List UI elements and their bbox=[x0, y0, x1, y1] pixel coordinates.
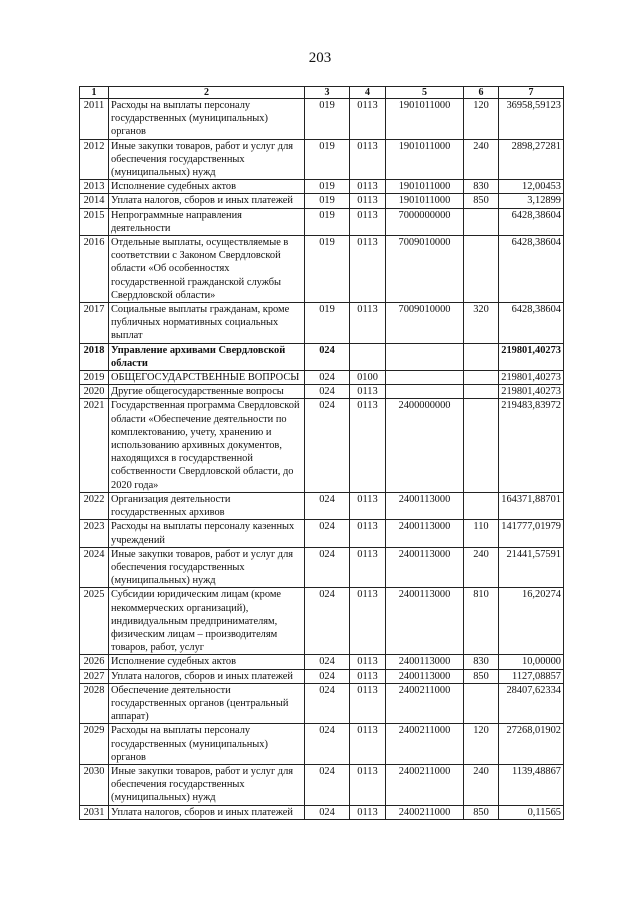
cell-amount: 2898,27281 bbox=[499, 139, 564, 180]
cell-c6: 850 bbox=[464, 194, 499, 208]
cell-c5: 1901011000 bbox=[386, 180, 464, 194]
cell-amount: 6428,38604 bbox=[499, 236, 564, 303]
cell-amount: 1127,08857 bbox=[499, 669, 564, 683]
cell-c5: 7009010000 bbox=[386, 236, 464, 303]
cell-c5: 1901011000 bbox=[386, 99, 464, 140]
cell-c6: 850 bbox=[464, 805, 499, 819]
cell-num: 2013 bbox=[80, 180, 109, 194]
cell-c6: 240 bbox=[464, 547, 499, 588]
cell-c5: 2400000000 bbox=[386, 399, 464, 492]
header-cell: 1 bbox=[80, 87, 109, 99]
cell-name: Управление архивами Свердловской области bbox=[109, 343, 305, 370]
cell-name: Расходы на выплаты персоналу казенных учреждений bbox=[109, 520, 305, 547]
table-row bbox=[80, 669, 564, 683]
cell-amount: 219801,40273 bbox=[499, 385, 564, 399]
cell-c3: 024 bbox=[305, 655, 350, 669]
cell-c6 bbox=[464, 385, 499, 399]
cell-c4: 0113 bbox=[350, 385, 386, 399]
cell-c3: 024 bbox=[305, 520, 350, 547]
cell-c3: 024 bbox=[305, 492, 350, 519]
cell-c6: 830 bbox=[464, 180, 499, 194]
cell-c3: 019 bbox=[305, 139, 350, 180]
table-row bbox=[80, 683, 564, 724]
header-cell: 6 bbox=[464, 87, 499, 99]
cell-amount: 0,11565 bbox=[499, 805, 564, 819]
cell-num: 2020 bbox=[80, 385, 109, 399]
cell-c6 bbox=[464, 492, 499, 519]
cell-num: 2029 bbox=[80, 724, 109, 765]
cell-num: 2028 bbox=[80, 683, 109, 724]
cell-c4: 0113 bbox=[350, 724, 386, 765]
page-number: 203 bbox=[308, 50, 332, 66]
cell-c5: 2400211000 bbox=[386, 724, 464, 765]
table-row bbox=[80, 764, 564, 805]
cell-name: ОБЩЕГОСУДАРСТВЕННЫЕ ВОПРОСЫ bbox=[109, 371, 305, 385]
cell-c3: 019 bbox=[305, 236, 350, 303]
cell-c3: 024 bbox=[305, 805, 350, 819]
cell-amount: 16,20274 bbox=[499, 588, 564, 655]
cell-c3: 019 bbox=[305, 194, 350, 208]
cell-amount: 164371,88701 bbox=[499, 492, 564, 519]
cell-name: Непрограммные направления деятельности bbox=[109, 208, 305, 235]
cell-c3: 019 bbox=[305, 99, 350, 140]
table-row bbox=[80, 547, 564, 588]
table-row bbox=[80, 492, 564, 519]
header-cell: 5 bbox=[386, 87, 464, 99]
table-row bbox=[80, 385, 564, 399]
cell-c4: 0113 bbox=[350, 236, 386, 303]
header-row bbox=[80, 87, 564, 99]
cell-c3: 024 bbox=[305, 399, 350, 492]
cell-c5: 2400113000 bbox=[386, 669, 464, 683]
cell-name: Другие общегосударственные вопросы bbox=[109, 385, 305, 399]
cell-c5: 2400113000 bbox=[386, 492, 464, 519]
cell-amount: 12,00453 bbox=[499, 180, 564, 194]
cell-amount: 219801,40273 bbox=[499, 371, 564, 385]
cell-c4: 0113 bbox=[350, 655, 386, 669]
cell-num: 2014 bbox=[80, 194, 109, 208]
cell-amount: 27268,01902 bbox=[499, 724, 564, 765]
cell-c6 bbox=[464, 399, 499, 492]
cell-num: 2017 bbox=[80, 303, 109, 344]
cell-amount: 21441,57591 bbox=[499, 547, 564, 588]
table-row bbox=[80, 343, 564, 370]
cell-c4: 0113 bbox=[350, 139, 386, 180]
cell-c5: 2400211000 bbox=[386, 764, 464, 805]
cell-c4: 0113 bbox=[350, 399, 386, 492]
cell-c4: 0113 bbox=[350, 303, 386, 344]
cell-c3: 024 bbox=[305, 588, 350, 655]
cell-name: Уплата налогов, сборов и иных платежей bbox=[109, 805, 305, 819]
cell-num: 2021 bbox=[80, 399, 109, 492]
table-row bbox=[80, 180, 564, 194]
cell-c5: 2400211000 bbox=[386, 805, 464, 819]
cell-amount: 219801,40273 bbox=[499, 343, 564, 370]
cell-c3: 019 bbox=[305, 180, 350, 194]
cell-c6: 110 bbox=[464, 520, 499, 547]
cell-c3: 024 bbox=[305, 371, 350, 385]
cell-name: Расходы на выплаты персоналу государственных (муниципальных) органов bbox=[109, 724, 305, 765]
cell-amount: 1139,48867 bbox=[499, 764, 564, 805]
cell-name: Социальные выплаты гражданам, кроме публичных нормативных социальных выплат bbox=[109, 303, 305, 344]
cell-c6 bbox=[464, 343, 499, 370]
cell-c4: 0113 bbox=[350, 683, 386, 724]
cell-num: 2031 bbox=[80, 805, 109, 819]
budget-table bbox=[79, 86, 564, 820]
cell-num: 2024 bbox=[80, 547, 109, 588]
cell-amount: 219483,83972 bbox=[499, 399, 564, 492]
header-cell: 2 bbox=[109, 87, 305, 99]
cell-num: 2016 bbox=[80, 236, 109, 303]
cell-c3: 024 bbox=[305, 683, 350, 724]
cell-amount: 36958,59123 bbox=[499, 99, 564, 140]
cell-c5: 2400113000 bbox=[386, 547, 464, 588]
cell-name: Иные закупки товаров, работ и услуг для обеспечения государственных (муниципальных) нужд bbox=[109, 139, 305, 180]
cell-c3: 024 bbox=[305, 547, 350, 588]
cell-name: Организация деятельности государственных архивов bbox=[109, 492, 305, 519]
cell-c5: 2400113000 bbox=[386, 588, 464, 655]
cell-c4: 0113 bbox=[350, 99, 386, 140]
cell-name: Обеспечение деятельности государственных органов (центральный аппарат) bbox=[109, 683, 305, 724]
cell-c6 bbox=[464, 208, 499, 235]
cell-c5 bbox=[386, 385, 464, 399]
cell-c6 bbox=[464, 683, 499, 724]
cell-c4: 0113 bbox=[350, 520, 386, 547]
table-row bbox=[80, 655, 564, 669]
header-cell: 4 bbox=[350, 87, 386, 99]
cell-c5 bbox=[386, 343, 464, 370]
cell-c4: 0100 bbox=[350, 371, 386, 385]
cell-c6: 240 bbox=[464, 139, 499, 180]
cell-c4: 0113 bbox=[350, 208, 386, 235]
cell-c5: 1901011000 bbox=[386, 194, 464, 208]
table-row bbox=[80, 208, 564, 235]
cell-name: Иные закупки товаров, работ и услуг для обеспечения государственных (муниципальных) нужд bbox=[109, 764, 305, 805]
cell-c4: 0113 bbox=[350, 180, 386, 194]
cell-num: 2022 bbox=[80, 492, 109, 519]
cell-num: 2026 bbox=[80, 655, 109, 669]
cell-amount: 6428,38604 bbox=[499, 208, 564, 235]
cell-num: 2012 bbox=[80, 139, 109, 180]
cell-c3: 019 bbox=[305, 303, 350, 344]
cell-num: 2025 bbox=[80, 588, 109, 655]
cell-c3: 024 bbox=[305, 764, 350, 805]
cell-c6: 830 bbox=[464, 655, 499, 669]
cell-amount: 6428,38604 bbox=[499, 303, 564, 344]
cell-c5: 7000000000 bbox=[386, 208, 464, 235]
cell-c3: 024 bbox=[305, 343, 350, 370]
cell-c5: 2400113000 bbox=[386, 520, 464, 547]
cell-c6: 120 bbox=[464, 724, 499, 765]
cell-c4: 0113 bbox=[350, 547, 386, 588]
cell-c6: 850 bbox=[464, 669, 499, 683]
cell-c6: 320 bbox=[464, 303, 499, 344]
cell-num: 2027 bbox=[80, 669, 109, 683]
cell-c4: 0113 bbox=[350, 669, 386, 683]
cell-num: 2019 bbox=[80, 371, 109, 385]
table-row bbox=[80, 139, 564, 180]
cell-c5: 7009010000 bbox=[386, 303, 464, 344]
table-row bbox=[80, 588, 564, 655]
cell-name: Уплата налогов, сборов и иных платежей bbox=[109, 194, 305, 208]
header-cell: 3 bbox=[305, 87, 350, 99]
header-cell: 7 bbox=[499, 87, 564, 99]
cell-c4: 0113 bbox=[350, 588, 386, 655]
cell-c3: 024 bbox=[305, 669, 350, 683]
table-row bbox=[80, 805, 564, 819]
cell-c3: 024 bbox=[305, 385, 350, 399]
cell-amount: 141777,01979 bbox=[499, 520, 564, 547]
cell-name: Субсидии юридическим лицам (кроме некоммерческих организаций), индивидуальным предпринимателям, физическим лицам – производителям товаров, работ, услуг bbox=[109, 588, 305, 655]
cell-c5 bbox=[386, 371, 464, 385]
cell-name: Государственная программа Свердловской области «Обеспечение деятельности по комплектованию, учету, хранению и использованию архивных документов, находящихся в государственной собственности Свердловской области, до 2020 года» bbox=[109, 399, 305, 492]
cell-c6: 810 bbox=[464, 588, 499, 655]
cell-c3: 024 bbox=[305, 724, 350, 765]
cell-c5: 2400113000 bbox=[386, 655, 464, 669]
cell-c4: 0113 bbox=[350, 194, 386, 208]
cell-num: 2011 bbox=[80, 99, 109, 140]
table-row bbox=[80, 520, 564, 547]
cell-name: Уплата налогов, сборов и иных платежей bbox=[109, 669, 305, 683]
table-row bbox=[80, 371, 564, 385]
cell-c3: 019 bbox=[305, 208, 350, 235]
cell-name: Иные закупки товаров, работ и услуг для обеспечения государственных (муниципальных) нужд bbox=[109, 547, 305, 588]
table-row bbox=[80, 724, 564, 765]
cell-amount: 3,12899 bbox=[499, 194, 564, 208]
table-row bbox=[80, 399, 564, 492]
cell-c6 bbox=[464, 371, 499, 385]
cell-num: 2018 bbox=[80, 343, 109, 370]
cell-c6 bbox=[464, 236, 499, 303]
cell-name: Исполнение судебных актов bbox=[109, 180, 305, 194]
cell-num: 2023 bbox=[80, 520, 109, 547]
cell-c4 bbox=[350, 343, 386, 370]
cell-amount: 10,00000 bbox=[499, 655, 564, 669]
table-row bbox=[80, 194, 564, 208]
table-row bbox=[80, 303, 564, 344]
cell-c6: 120 bbox=[464, 99, 499, 140]
cell-name: Отдельные выплаты, осуществляемые в соответствии с Законом Свердловской области «Об особенностях государственной гражданской службы Свердловской области» bbox=[109, 236, 305, 303]
table-row bbox=[80, 99, 564, 140]
cell-c4: 0113 bbox=[350, 492, 386, 519]
cell-c5: 1901011000 bbox=[386, 139, 464, 180]
cell-c4: 0113 bbox=[350, 764, 386, 805]
cell-name: Исполнение судебных актов bbox=[109, 655, 305, 669]
cell-c4: 0113 bbox=[350, 805, 386, 819]
cell-name: Расходы на выплаты персоналу государственных (муниципальных) органов bbox=[109, 99, 305, 140]
cell-c6: 240 bbox=[464, 764, 499, 805]
cell-c5: 2400211000 bbox=[386, 683, 464, 724]
cell-num: 2030 bbox=[80, 764, 109, 805]
cell-num: 2015 bbox=[80, 208, 109, 235]
cell-amount: 28407,62334 bbox=[499, 683, 564, 724]
table-row bbox=[80, 236, 564, 303]
